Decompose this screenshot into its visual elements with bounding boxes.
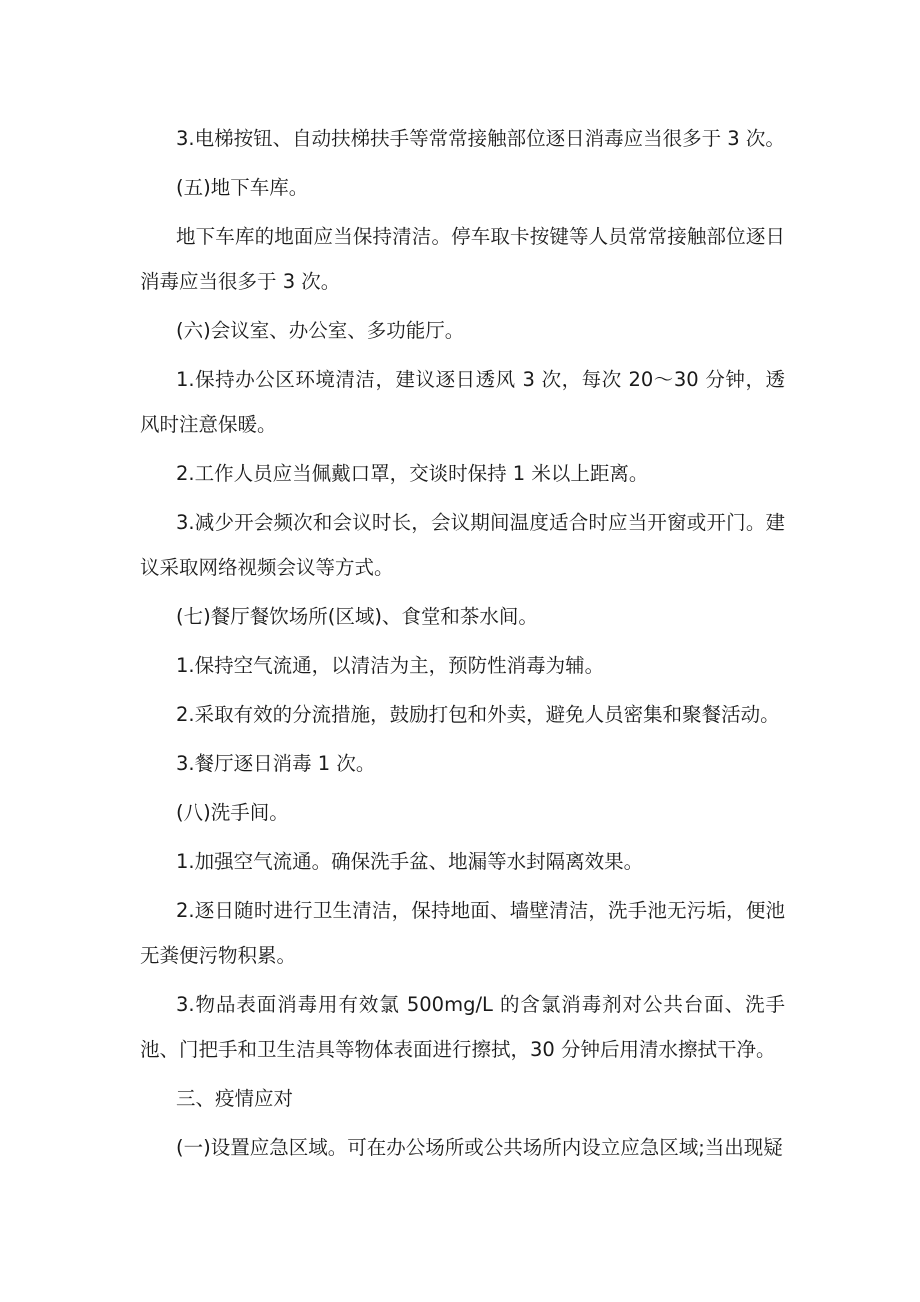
paragraph: 3.减少开会频次和会议时长，会议期间温度适合时应当开窗或开门。建议采取网络视频会议等方式。 xyxy=(140,511,785,579)
paragraph: 地下车库的地面应当保持清洁。停车取卡按键等人员常常接触部位逐日消毒应当很多于 3 次。 xyxy=(140,225,785,293)
paragraph: 3.餐厅逐日消毒 1 次。 xyxy=(176,752,376,775)
paragraph: 1.保持空气流通，以清洁为主，预防性消毒为辅。 xyxy=(176,654,605,677)
paragraph: 2.采取有效的分流措施，鼓励打包和外卖，避免人员密集和聚餐活动。 xyxy=(176,703,780,726)
section-heading: (八)洗手间。 xyxy=(176,801,289,824)
paragraph: (一)设置应急区域。可在办公场所或公共场所内设立应急区域;当出现疑 xyxy=(176,1136,783,1159)
paragraph: 3.物品表面消毒用有效氯 500mg/L 的含氯消毒剂对公共台面、洗手池、门把手和卫生洁具等物体表面进行擦拭，30 分钟后用清水擦拭干净。 xyxy=(140,993,785,1061)
paragraph: 2.工作人员应当佩戴口罩，交谈时保持 1 米以上距离。 xyxy=(176,462,649,485)
paragraph: 3.电梯按钮、自动扶梯扶手等常常接触部位逐日消毒应当很多于 3 次。 xyxy=(176,127,785,150)
section-heading: (六)会议室、办公室、多功能厅。 xyxy=(176,319,465,342)
paragraph: 1.加强空气流通。确保洗手盆、地漏等水封隔离效果。 xyxy=(176,850,644,873)
chapter-heading: 三、疫情应对 xyxy=(176,1087,294,1110)
paragraph: 1.保持办公区环境清洁，建议逐日透风 3 次，每次 20～30 分钟，透风时注意保暖。 xyxy=(140,368,785,436)
section-heading: (五)地下车库。 xyxy=(176,176,309,199)
paragraph: 2.逐日随时进行卫生清洁，保持地面、墙壁清洁，洗手池无污垢，便池无粪便污物积累。 xyxy=(140,899,785,967)
document-body xyxy=(140,116,785,1174)
section-heading: (七)餐厅餐饮场所(区域)、食堂和茶水间。 xyxy=(176,605,538,628)
